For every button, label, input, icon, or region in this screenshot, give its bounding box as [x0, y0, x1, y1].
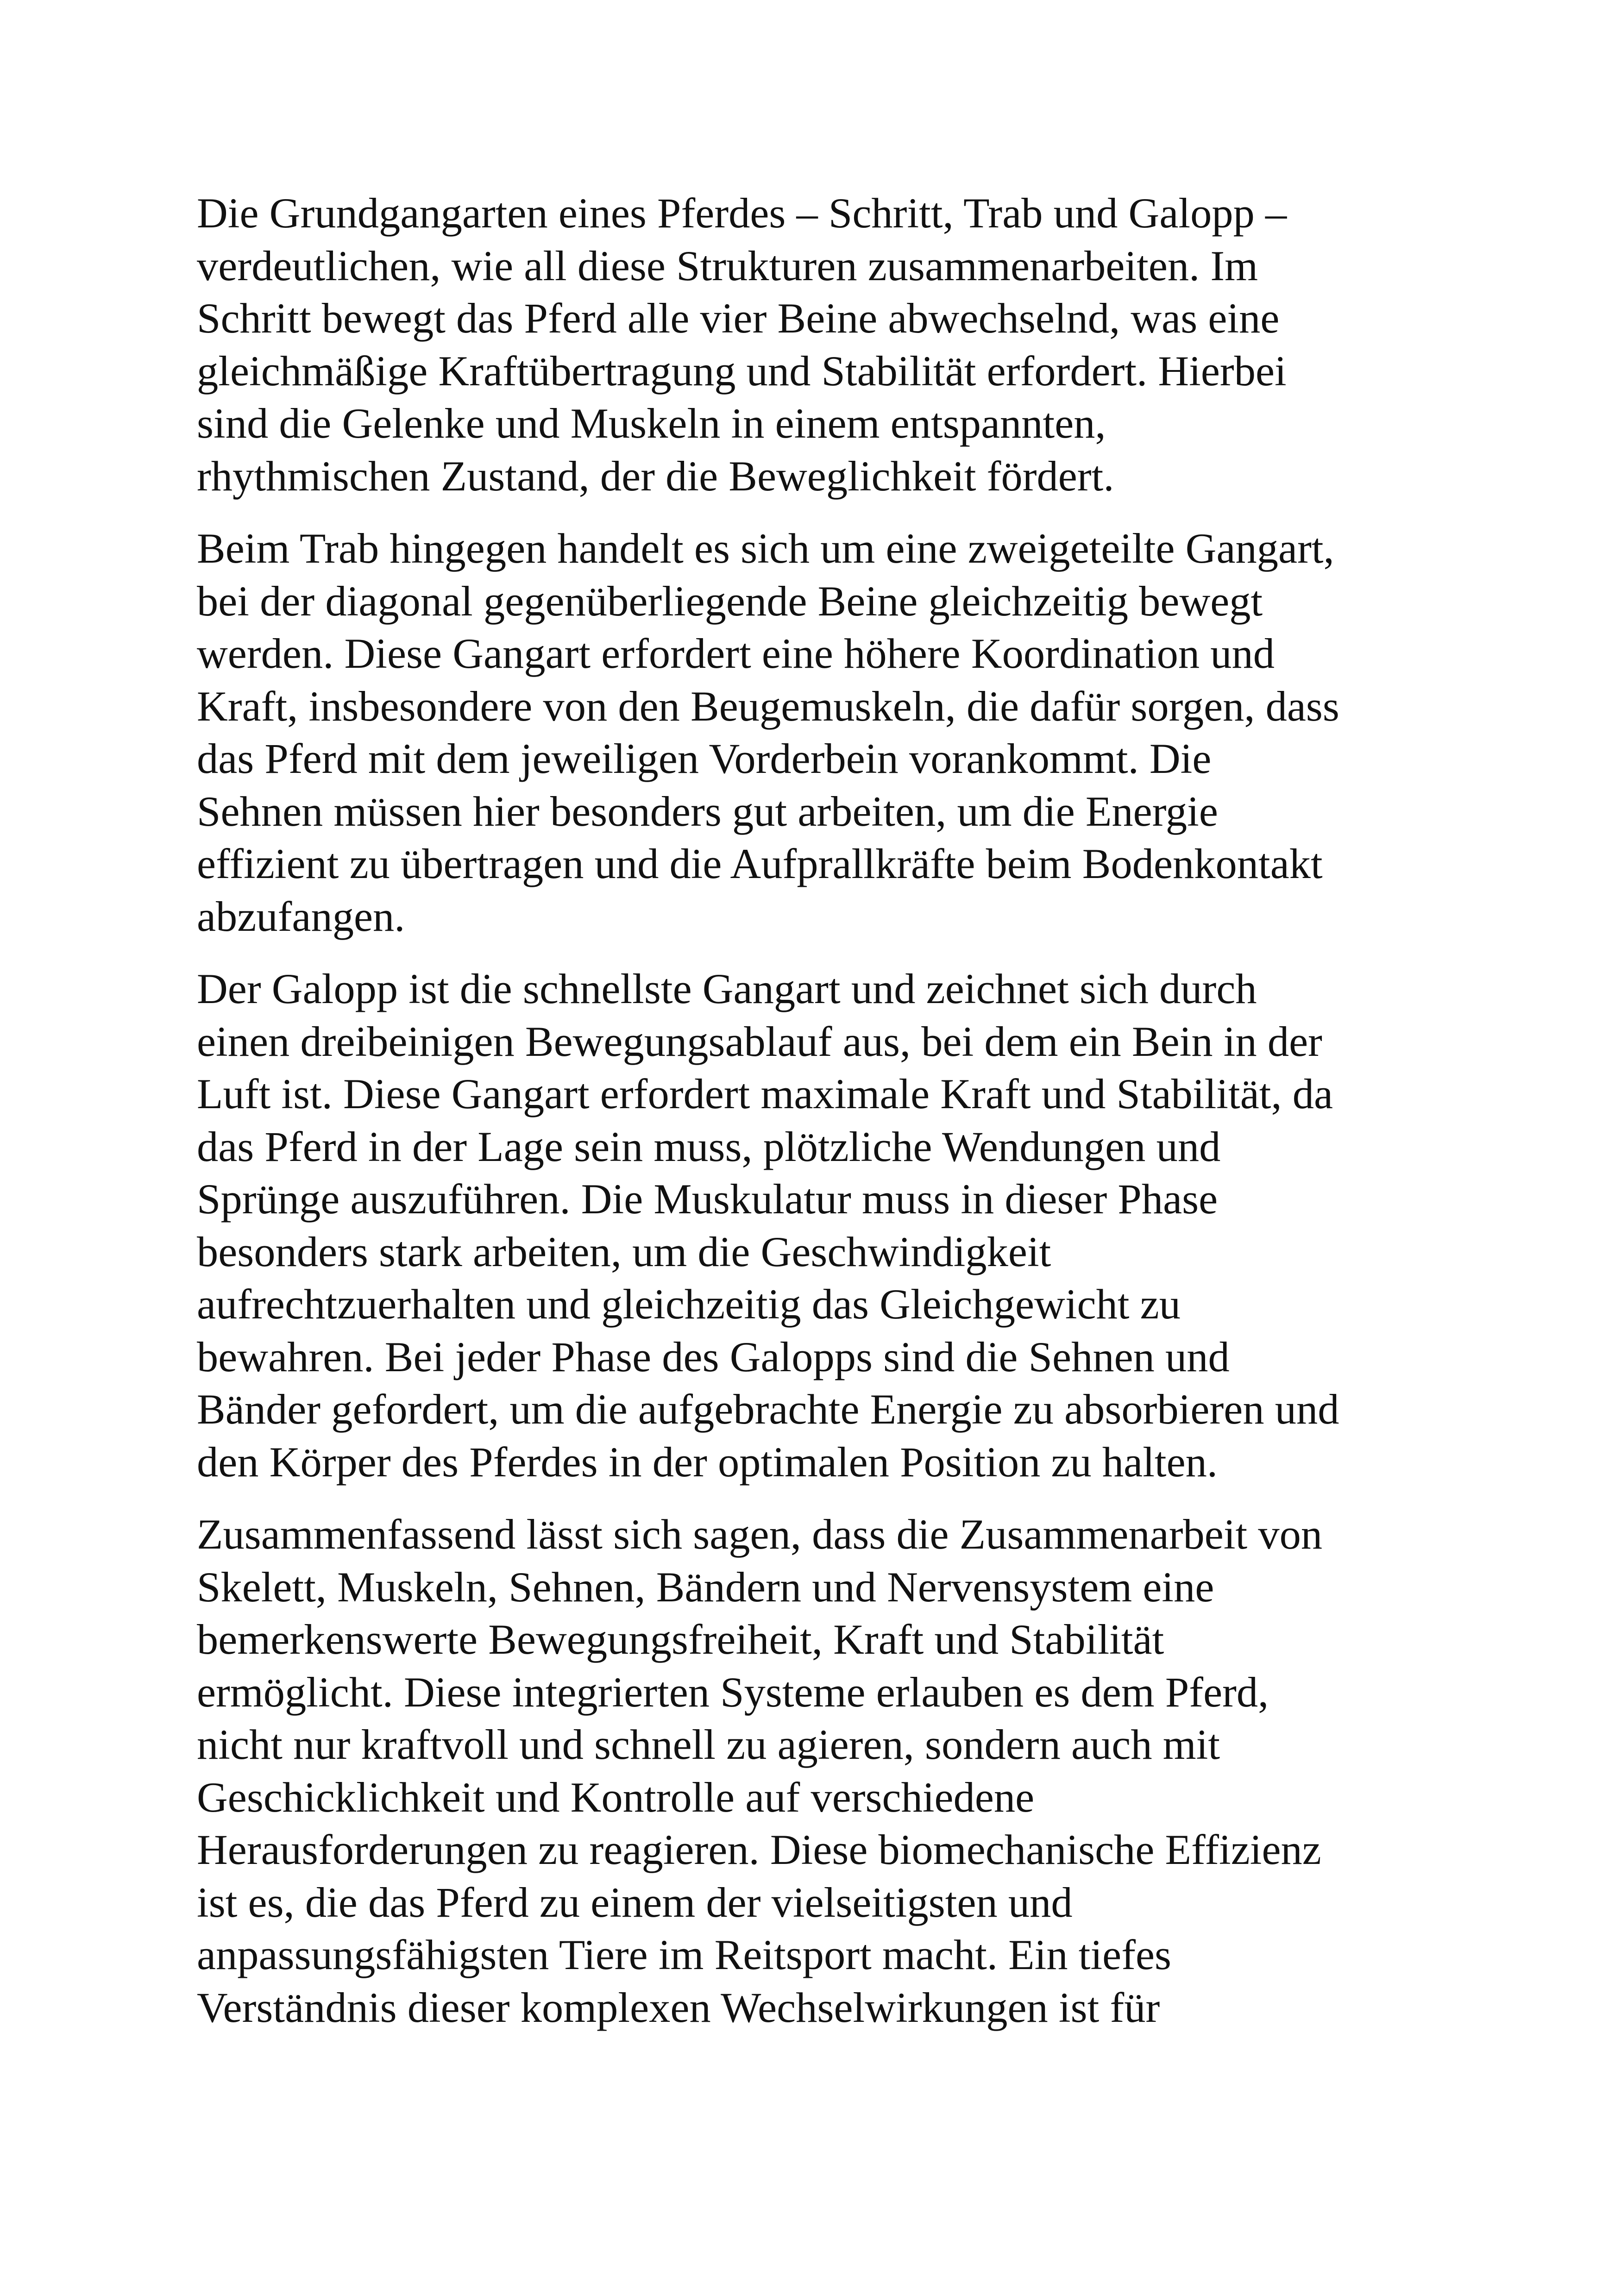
paragraph-trot: Beim Trab hingegen handelt es sich um eine zweigeteilte Gangart, bei der diagonal gegenüberliegende Beine gleichzeitig bewegt werden. Diese Gangart erfordert eine höhere Koordination und Kraft, insbesondere von den Beugemuskeln, die dafür sorgen, dass das Pferd mit dem jeweiligen Vorderbein vorankommt. Die Sehnen müssen hier besonders gut arbeiten, um die Energie effizient zu übertragen und die Aufprallkräfte beim Bodenkontakt abzufangen.	[197, 525, 1339, 941]
paragraph-gaits-intro: Die Grundgangarten eines Pferdes – Schritt, Trab und Galopp – verdeutlichen, wie all diese Strukturen zusammenarbeiten. Im Schritt bewegt das Pferd alle vier Beine abwechselnd, was eine gleichmäßige Kraftübertragung und Stabilität erfordert. Hierbei sind die Gelenke und Muskeln in einem entspannten, rhythmischen Zustand, der die Beweglichkeit fördert.	[197, 190, 1287, 500]
paragraph-gallop: Der Galopp ist die schnellste Gangart und zeichnet sich durch einen dreibeinigen Bewegungsablauf aus, bei dem ein Bein in der Luft ist. Diese Gangart erfordert maximale Kraft und Stabilität, da das Pferd in der Lage sein muss, plötzliche Wendungen und Sprünge auszuführen. Die Muskulatur muss in dieser Phase besonders stark arbeiten, um die Geschwindigkeit aufrechtzuerhalten und gleichzeitig das Gleichgewicht zu bewahren. Bei jeder Phase des Galopps sind die Sehnen und Bänder gefordert, um die aufgebrachte Energie zu absorbieren und den Körper des Pferdes in der optimalen Position zu halten.	[197, 966, 1339, 1486]
body-text	[197, 188, 1457, 2054]
paragraph-summary: Zusammenfassend lässt sich sagen, dass die Zusammenarbeit von Skelett, Muskeln, Sehnen, Bändern und Nervensystem eine bemerkenswerte Bewegungsfreiheit, Kraft und Stabilität ermöglicht. Diese integrierten Systeme erlauben es dem Pferd, nicht nur kraftvoll und schnell zu agieren, sondern auch mit Geschicklichkeit und Kontrolle auf verschiedene Herausforderungen zu reagieren. Diese biomechanische Effizienz ist es, die das Pferd zu einem der vielseitigsten und anpassungsfähigsten Tiere im Reitsport macht. Ein tiefes Verständnis dieser komplexen Wechselwirkungen ist für	[197, 1511, 1323, 2032]
